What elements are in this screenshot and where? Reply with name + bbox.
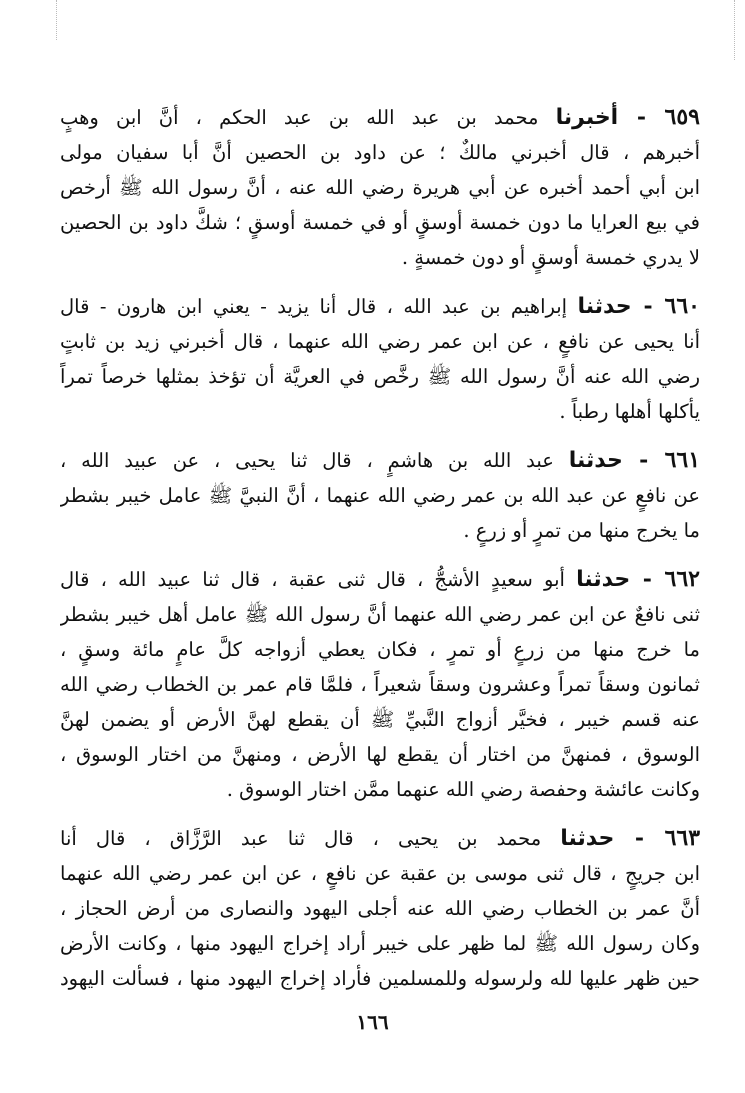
hadith-lead-word: أخبرنا — [555, 105, 619, 130]
hadith-line: لا يدري خمسة أوسقٍ أو دون خمسةٍ . — [401, 246, 700, 269]
hadith-line: عنه قسم خيبر ، فخيَّر أزواج النَّبيِّ ﷺ أن يقطع لهنَّ الأرض أو يضمن لهنَّ — [60, 708, 700, 731]
hadith-line: الوسوق ، فمنهنَّ من اختار أن يقطع لها الأرض ، ومنهنَّ من اختار الوسوق ، — [60, 743, 700, 766]
hadith-line: ابن أبي أحمد أخبره عن أبي هريرة رضي الله عنه ، أنَّ رسول الله ﷺ أرخص — [60, 176, 700, 199]
hadith-number: ٦٦٠ — [664, 293, 700, 319]
hadith-first-line: ٦٦٠ - حدثنا إبراهيم بن عبد الله ، قال أنا يزيد - يعني ابن هارون - قال — [60, 293, 700, 319]
hadith-lead-word: حدثنا — [560, 826, 615, 851]
hadith-659 — [60, 100, 700, 275]
hadith-line-text: عبد الله بن هاشمٍ ، قال ثنا يحيى ، عن عبيد الله ، — [60, 449, 554, 472]
hadith-lead-word: حدثنا — [576, 567, 631, 592]
hadith-line: أنا يحيى عن نافعٍ ، عن ابن عمر رضي الله عنهما ، قال أخبرني زيد بن ثابتٍ — [60, 330, 700, 353]
hadith-line: عن نافعٍ عن عبد الله بن عمر رضي الله عنهما ، أنَّ النبيَّ ﷺ عامل خيبر بشطر — [60, 484, 700, 507]
hadith-line: ما خرج منها من زرعٍ أو تمرٍ ، فكان يعطي أزواجه كلَّ عامٍ مائة وسقٍ ، — [60, 638, 700, 661]
hadith-line: في بيع العرايا ما دون خمسة أوسقٍ أو في خمسة أوسقٍ ؛ شكَّ داود بن الحصين — [60, 211, 700, 234]
hadith-line-text: إبراهيم بن عبد الله ، قال أنا يزيد - يعني ابن هارون - قال — [60, 295, 568, 318]
hadith-number: ٦٦٣ — [664, 825, 700, 851]
hadith-661 — [60, 443, 700, 548]
hadith-line: ما يخرج منها من تمرٍ أو زرعٍ . — [463, 519, 700, 542]
hadith-line-text: أبو سعيدٍ الأشجُّ ، قال ثنى عقبة ، قال ثنا عبيد الله ، قال — [60, 568, 565, 591]
page-number: ١٦٦ — [356, 1010, 389, 1034]
margin-scan-mark — [56, 0, 58, 40]
hadith-line-text: محمد بن يحيى ، قال ثنا عبد الرَّزَّاق ، قال أنا — [60, 827, 542, 850]
hadith-line: ثنى نافعٌ عن ابن عمر رضي الله عنهما أنَّ رسول الله ﷺ عامل أهل خيبر بشطر — [60, 603, 700, 626]
hadith-number: ٦٦٢ — [664, 566, 700, 592]
hadith-text-block — [60, 100, 700, 1010]
hadith-lead-word: حدثنا — [577, 294, 632, 319]
hadith-first-line: ٦٥٩ - أخبرنا محمد بن عبد الله بن عبد الحكم ، أنَّ ابن وهبٍ — [60, 104, 700, 130]
hadith-line: أخبرهم ، قال أخبرني مالكٌ ؛ عن داود بن الحصين أنَّ أبا سفيان مولى — [60, 141, 700, 164]
hadith-663 — [60, 821, 700, 996]
hadith-line: رضي الله عنه أنَّ رسول الله ﷺ رخَّص في العريَّة أن تؤخذ بمثلها خرصاً تمراً — [60, 365, 700, 388]
hadith-line: وكانت عائشة وحفصة رضي الله عنهما ممَّن اختار الوسوق . — [226, 778, 700, 801]
hadith-number: ٦٥٩ — [664, 104, 700, 130]
margin-scan-mark — [733, 0, 735, 60]
hadith-line: وكان رسول الله ﷺ لما ظهر على خيبر أراد إخراج اليهود منها ، وكانت الأرض — [60, 932, 700, 955]
hadith-662 — [60, 562, 700, 807]
hadith-first-line: ٦٦١ - حدثنا عبد الله بن هاشمٍ ، قال ثنا يحيى ، عن عبيد الله ، — [60, 447, 700, 473]
hadith-line-text: محمد بن عبد الله بن عبد الحكم ، أنَّ ابن وهبٍ — [60, 106, 539, 129]
hadith-first-line: ٦٦٣ - حدثنا محمد بن يحيى ، قال ثنا عبد الرَّزَّاق ، قال أنا — [60, 825, 700, 851]
hadith-lead-word: حدثنا — [568, 448, 623, 473]
hadith-number: ٦٦١ — [664, 447, 700, 473]
hadith-line: ابن جريجٍ ، قال ثنى موسى بن عقبة عن نافعٍ ، عن ابن عمر رضي الله عنهما — [60, 862, 700, 885]
hadith-660 — [60, 289, 700, 429]
hadith-line: أنَّ عمر بن الخطاب رضي الله عنه أجلى اليهود والنصارى من أرض الحجاز ، — [60, 897, 700, 920]
hadith-first-line: ٦٦٢ - حدثنا أبو سعيدٍ الأشجُّ ، قال ثنى عقبة ، قال ثنا عبيد الله ، قال — [60, 566, 700, 592]
hadith-line: يأكلها أهلها رطباً . — [559, 400, 700, 423]
hadith-line: ثمانون وسقاً تمراً وعشرون وسقاً شعيراً ، فلمَّا قام عمر بن الخطاب رضي الله — [60, 673, 700, 696]
hadith-line: حين ظهر عليها لله ولرسوله وللمسلمين فأراد إخراج اليهود منها ، فسألت اليهود — [60, 967, 700, 990]
